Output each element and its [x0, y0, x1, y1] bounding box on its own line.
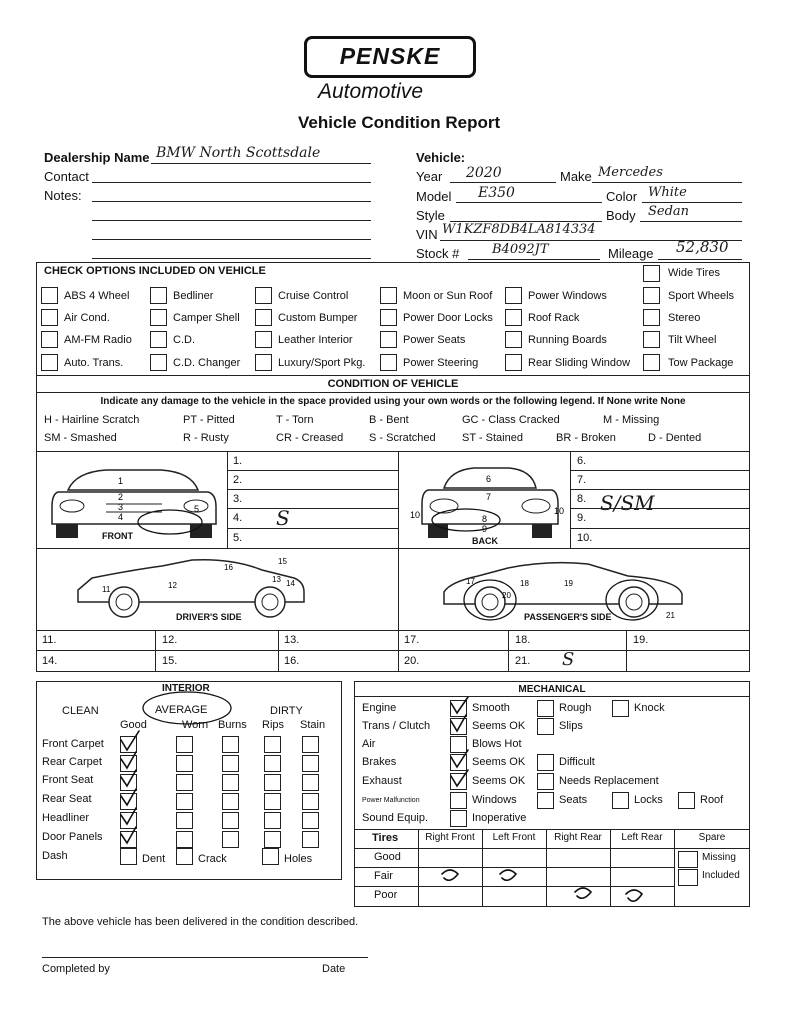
svg-text:16: 16 [224, 563, 233, 572]
model-label: Model [416, 189, 452, 204]
svg-text:10: 10 [410, 510, 421, 520]
svg-text:1: 1 [118, 476, 124, 486]
mileage-value: 52,830 [676, 238, 729, 256]
interior-row-label: Front Carpet [42, 738, 104, 750]
damage-num: 10. [577, 532, 593, 544]
interior-row-label: Rear Carpet [42, 756, 102, 768]
damage-num: 3. [233, 493, 243, 505]
svg-text:7: 7 [486, 492, 492, 502]
sound-label: Sound Equip. [362, 812, 429, 824]
option-label: Stereo [668, 312, 701, 324]
legend-item: M - Missing [603, 414, 660, 426]
opt-label: Blows Hot [472, 738, 522, 750]
back-label: BACK [472, 536, 498, 546]
mileage-label: Mileage [608, 246, 654, 261]
vin-value: W1KZF8DB4LA814334 [442, 222, 596, 237]
opt-label: Seems OK [472, 720, 526, 732]
svg-text:15: 15 [278, 557, 287, 566]
dash-opt: Crack [198, 853, 227, 865]
stock-value: B4092JT [492, 242, 549, 257]
opt-label: Difficult [559, 756, 595, 768]
svg-text:18: 18 [520, 579, 529, 588]
svg-text:17: 17 [466, 577, 475, 586]
driver-side-label: DRIVER'S SIDE [176, 612, 242, 622]
opt-label: Seems OK [472, 756, 526, 768]
spare-opt: Missing [702, 852, 736, 863]
make-value: Mercedes [598, 165, 663, 180]
dash-label: Dash [42, 850, 68, 862]
option-label: Sport Wheels [668, 290, 735, 302]
damage-num: 6. [577, 455, 587, 467]
damage-num: 2. [233, 474, 243, 486]
opt-label: Slips [559, 720, 583, 732]
svg-text:4: 4 [118, 512, 124, 522]
options-heading: CHECK OPTIONS INCLUDED ON VEHICLE [44, 265, 266, 277]
legend-item: H - Hairline Scratch [44, 414, 140, 426]
trans-label: Trans / Clutch [362, 720, 431, 732]
condition-instruction: Indicate any damage to the vehicle in the space provided using your own words or the following legend. If None write None [100, 396, 686, 407]
interior-row-label: Headliner [42, 812, 90, 824]
interior-row-label: Door Panels [42, 831, 103, 843]
svg-text:13: 13 [272, 575, 281, 584]
option-label: Power Seats [403, 334, 466, 346]
power-label: Power Malfunction [362, 797, 420, 804]
damage-num: 9. [577, 512, 587, 524]
damage-num: 5. [233, 532, 243, 544]
damage-num: 11. [42, 634, 57, 646]
tires-header: Left Rear [621, 832, 663, 843]
option-label: Tow Package [668, 357, 734, 369]
notes-label: Notes: [44, 188, 82, 203]
interior-row-label: Front Seat [42, 774, 94, 786]
option-label: C.D. [173, 334, 195, 346]
damage-entry-21: S [562, 649, 575, 670]
brand-name: PENSKE [339, 43, 441, 69]
svg-text:14: 14 [286, 579, 295, 588]
legend-item: S - Scratched [369, 432, 436, 444]
opt-label: Windows [472, 794, 517, 806]
option-label: Camper Shell [173, 312, 240, 324]
tires-header: Tires [372, 832, 399, 844]
option-label: Luxury/Sport Pkg. [278, 357, 366, 369]
model-value: E350 [478, 185, 515, 201]
dash-opt: Dent [142, 853, 166, 865]
option-label: Auto. Trans. [64, 357, 124, 369]
legend-item: GC - Class Cracked [462, 414, 560, 426]
date-label: Date [322, 963, 346, 975]
option-label: C.D. Changer [173, 357, 241, 369]
option-label: Cruise Control [278, 290, 349, 302]
option-label: ABS 4 Wheel [64, 290, 130, 302]
front-label: FRONT [102, 531, 133, 541]
damage-num: 1. [233, 455, 243, 467]
option-label: Roof Rack [528, 312, 580, 324]
opt-label: Knock [634, 702, 665, 714]
damage-num: 18. [515, 634, 531, 646]
make-label: Make [560, 169, 592, 184]
opt-label: Seats [559, 794, 588, 806]
damage-num: 21. [515, 655, 531, 667]
engine-label: Engine [362, 702, 397, 714]
dealership-value: BMW North Scottsdale [156, 145, 321, 161]
svg-text:11: 11 [102, 585, 111, 594]
svg-text:2: 2 [118, 492, 124, 502]
tires-header: Spare [698, 832, 726, 843]
svg-text:19: 19 [564, 579, 573, 588]
dash-opt: Holes [284, 853, 313, 865]
mechanical-heading: MECHANICAL [518, 684, 586, 695]
page-title: Vehicle Condition Report [298, 113, 501, 132]
color-label: Color [606, 189, 638, 204]
option-label: Air Cond. [64, 312, 110, 324]
contact-label: Contact [44, 169, 89, 184]
condition-heading: CONDITION OF VEHICLE [327, 378, 459, 390]
svg-text:12: 12 [168, 581, 177, 590]
legend-item: D - Dented [648, 432, 702, 444]
damage-num: 19. [633, 634, 649, 646]
tires-row-label: Good [374, 851, 401, 863]
damage-entry-4: S [276, 506, 290, 530]
damage-num: 15. [162, 655, 178, 667]
tires-header: Right Rear [554, 832, 602, 843]
option-label: AM-FM Radio [64, 334, 132, 346]
vin-label: VIN [416, 227, 438, 242]
option-label: Custom Bumper [278, 312, 358, 324]
option-label: Power Steering [403, 357, 479, 369]
option-label: Tilt Wheel [668, 334, 717, 346]
damage-num: 17. [404, 634, 420, 646]
svg-text:5: 5 [194, 504, 200, 514]
option-label: Running Boards [528, 334, 607, 346]
svg-text:6: 6 [486, 474, 492, 484]
damage-num: 16. [284, 655, 300, 667]
sub-brand: Automotive [318, 80, 424, 103]
option-label: Rear Sliding Window [528, 357, 631, 369]
damage-num: 7. [577, 474, 587, 486]
vehicle-heading: Vehicle: [416, 150, 466, 165]
svg-text:20: 20 [502, 591, 511, 600]
col-worn: Worn [182, 719, 209, 731]
interior-row-label: Rear Seat [42, 793, 92, 805]
color-value: White [648, 185, 687, 200]
damage-num: 8. [577, 493, 587, 505]
interior-clean: CLEAN [62, 705, 99, 717]
legend-item: PT - Pitted [183, 414, 235, 426]
damage-num: 4. [233, 512, 243, 524]
damage-num: 13. [284, 634, 300, 646]
opt-label: Needs Replacement [559, 775, 659, 787]
interior-heading: INTERIOR [162, 683, 210, 694]
dealership-label: Dealership Name [44, 150, 150, 165]
opt-label: Locks [634, 794, 663, 806]
tires-row-label: Fair [374, 870, 393, 882]
option-label: Bedliner [173, 290, 214, 302]
year-label: Year [416, 169, 443, 184]
damage-num: 12. [162, 634, 178, 646]
col-rips: Rips [262, 719, 285, 731]
option-label: Moon or Sun Roof [403, 290, 493, 302]
opt-label: Seems OK [472, 775, 526, 787]
damage-num: 14. [42, 655, 58, 667]
legend-item: SM - Smashed [44, 432, 117, 444]
tires-row-label: Poor [374, 889, 398, 901]
option-label: Leather Interior [278, 334, 353, 346]
tires-header: Left Front [492, 832, 536, 843]
svg-text:8: 8 [482, 514, 488, 524]
stock-label: Stock # [416, 246, 460, 261]
completed-by-label: Completed by [42, 963, 110, 975]
svg-text:3: 3 [118, 502, 124, 512]
brakes-label: Brakes [362, 756, 397, 768]
option-wide-tires: Wide Tires [668, 267, 720, 279]
col-stain: Stain [300, 719, 326, 731]
interior-average: AVERAGE [155, 704, 208, 716]
col-burns: Burns [218, 719, 247, 731]
svg-text:9: 9 [482, 524, 488, 534]
tires-header: Right Front [425, 832, 475, 843]
option-label: Power Windows [528, 290, 607, 302]
opt-label: Roof [700, 794, 724, 806]
svg-text:21: 21 [666, 611, 675, 620]
opt-label: Inoperative [472, 812, 527, 824]
legend-item: ST - Stained [462, 432, 523, 444]
opt-label: Rough [559, 702, 592, 714]
legend-item: R - Rusty [183, 432, 229, 444]
legend-item: B - Bent [369, 414, 409, 426]
damage-entry-8: S/SM [600, 491, 655, 515]
option-label: Power Door Locks [403, 312, 493, 324]
style-label: Style [416, 208, 445, 223]
damage-num: 20. [404, 655, 420, 667]
spare-opt: Included [702, 870, 740, 881]
opt-label: Smooth [472, 702, 510, 714]
legend-item: CR - Creased [276, 432, 344, 444]
passenger-side-label: PASSENGER'S SIDE [524, 612, 612, 622]
svg-text:10: 10 [554, 506, 565, 516]
legend-item: T - Torn [276, 414, 314, 426]
col-good: Good [120, 719, 147, 731]
footer-statement: The above vehicle has been delivered in the condition described. [42, 916, 359, 928]
exhaust-label: Exhaust [362, 775, 402, 787]
legend-item: BR - Broken [556, 432, 616, 444]
air-label: Air [362, 738, 376, 750]
body-label: Body [606, 208, 636, 223]
interior-dirty: DIRTY [270, 705, 303, 717]
body-value: Sedan [648, 204, 690, 219]
year-value: 2020 [466, 165, 502, 181]
